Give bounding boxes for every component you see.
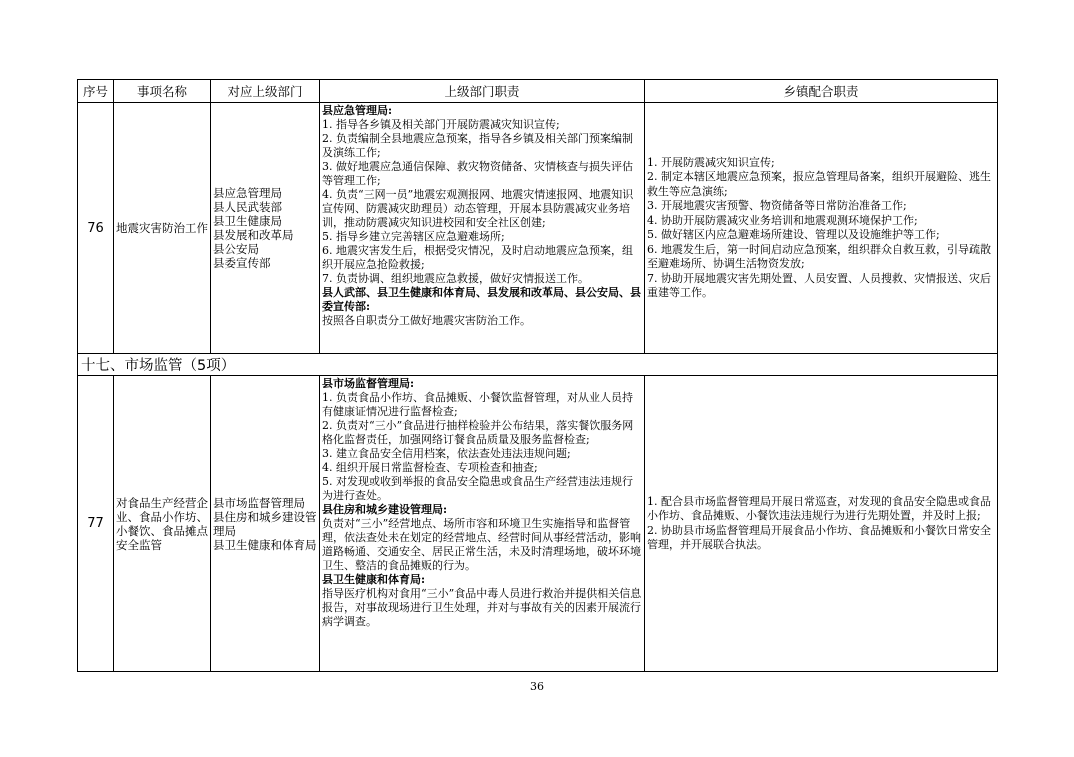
town-duties: [645, 103, 998, 354]
section-row: [78, 354, 998, 376]
duty-item: 5. 对发现或收到举报的食品安全隐患或食品生产经营违法违规行为进行查处。: [322, 475, 633, 502]
list-item: 1. 开展防震减灾知识宣传;: [647, 155, 775, 169]
department-heading: 县市场监督管理局:: [322, 377, 415, 390]
department-heading: 县住房和城乡建设管理局:: [322, 503, 448, 516]
header-no: 序号: [78, 80, 114, 103]
section-title: 十七、市场监管（5项）: [78, 354, 998, 376]
row-number: 76: [78, 103, 114, 354]
department-heading: 县人武部、县卫生健康和体育局、县发展和改革局、县公安局、县委宣传部:: [322, 286, 641, 313]
header-dept: 对应上级部门: [211, 80, 320, 103]
duty-item: 2. 负责编制全县地震应急预案，指导各乡镇及相关部门预案编制及演练工作;: [322, 132, 633, 159]
list-item: 县人民武装部: [213, 200, 282, 214]
document-page: [77, 79, 997, 672]
list-item: 县市场监督管理局: [213, 495, 305, 510]
list-item: 县应急管理局: [213, 186, 282, 200]
item-name: 地震灾害防治工作: [114, 103, 211, 354]
duty-item: 6. 地震灾害发生后，根据受灾情况，及时启动地震应急预案，组织开展应急抢险救援;: [322, 244, 633, 271]
list-item: 1. 配合县市场监督管理局开展日常巡查，对发现的食品安全隐患或食品小作坊、食品摊贩、小餐饮违法违规行为进行先期处置，并及时上报;: [647, 494, 991, 522]
header-item: 事项名称: [114, 80, 211, 103]
duty-item: 7. 负责协调、组织地震应急救援，做好灾情报送工作。: [322, 272, 589, 285]
duty-item: 3. 做好地震应急通信保障、救灾物资储备、灾情核查与损失评估等管理工作;: [322, 160, 633, 187]
department-heading: 县应急管理局:: [322, 104, 393, 117]
duty-item: 2. 负责对“三小”食品进行抽样检验并公布结果，落实餐饮服务网格化监督责任，加强网络订餐食品质量及服务监督检查;: [322, 419, 634, 446]
duty-item: 按照各自职责分工做好地震灾害防治工作。: [322, 314, 531, 327]
town-duties: [645, 376, 998, 672]
duty-item: 负责对“三小”经营地点、场所市容和环境卫生实施指导和监督管理，依法查处未在划定的经营地点、经营时间从事经营活动，影响道路畅通、交通安全、居民正常生活，未及时清理场地，破坏环境卫生、整洁的食品摊贩的行为。: [322, 517, 641, 572]
table-header-row: [78, 80, 998, 103]
dept-list: [211, 376, 320, 672]
duty-item: 4. 组织开展日常监督检查、专项检查和抽查;: [322, 461, 538, 474]
table-row: [78, 103, 998, 354]
page-number: 36: [530, 680, 544, 693]
list-item: 5. 做好辖区内应急避难场所建设、管理以及设施维护等工作;: [647, 228, 940, 241]
header-upper: 上级部门职责: [320, 80, 645, 103]
list-item: 县卫生健康局: [213, 214, 282, 228]
table-row: [78, 376, 998, 672]
item-name: 对食品生产经营企业、食品小作坊、小餐饮、食品摊点安全监管: [114, 376, 211, 672]
duty-item: 3. 建立食品安全信用档案，依法查处违法违规问题;: [322, 447, 571, 460]
duties-table: [77, 79, 998, 672]
list-item: 县委宣传部: [213, 256, 271, 270]
list-item: 7. 协助开展地震灾害先期处置、人员安置、人员搜救、灾情报送、灾后重建等工作。: [647, 271, 991, 299]
row-number: 77: [78, 376, 114, 672]
dept-list: [211, 103, 320, 354]
duty-item: 4. 负责“三网一员”地震宏观测报网、地震灾情速报网、地震知识宣传网、防震减灾助理员）动态管理，开展本县防震减灾业务培训，推动防震减灾知识进校园和安全社区创建;: [322, 188, 634, 229]
list-item: 县公安局: [213, 242, 259, 256]
duty-item: 1. 指导各乡镇及相关部门开展防震减灾知识宣传;: [322, 118, 560, 131]
list-item: 2. 协助县市场监督管理局开展食品小作坊、食品摊贩和小餐饮日常安全管理，并开展联合执法。: [647, 523, 991, 551]
upper-duties: [320, 103, 645, 354]
duty-item: 5. 指导乡建立完善辖区应急避难场所;: [322, 230, 505, 243]
list-item: 3. 开展地震灾害预警、物资储备等日常防治准备工作;: [647, 199, 907, 212]
header-town: 乡镇配合职责: [645, 80, 998, 103]
duty-item: 指导医疗机构对食用“三小”食品中毒人员进行救治并提供相关信息报告，对事故现场进行卫生处理，并对与事故有关的因素开展流行病学调查。: [322, 587, 642, 628]
upper-duties: [320, 376, 645, 672]
list-item: 2. 制定本辖区地震应急预案，报应急管理局备案，组织开展避险、逃生救生等应急演练;: [647, 170, 991, 198]
duty-item: 1. 负责食品小作坊、食品摊贩、小餐饮监督管理，对从业人员持有健康证情况进行监督检查;: [322, 391, 633, 418]
list-item: 县住房和城乡建设管理局: [213, 509, 317, 538]
department-heading: 县卫生健康和体育局:: [322, 573, 426, 586]
list-item: 县卫生健康和体育局: [213, 537, 317, 552]
list-item: 县发展和改革局: [213, 228, 294, 242]
list-item: 6. 地震发生后，第一时间启动应急预案，组织群众自救互救，引导疏散至避难场所、协调生活物资发放;: [647, 242, 991, 270]
list-item: 4. 协助开展防震减灾业务培训和地震观测环境保护工作;: [647, 213, 918, 227]
